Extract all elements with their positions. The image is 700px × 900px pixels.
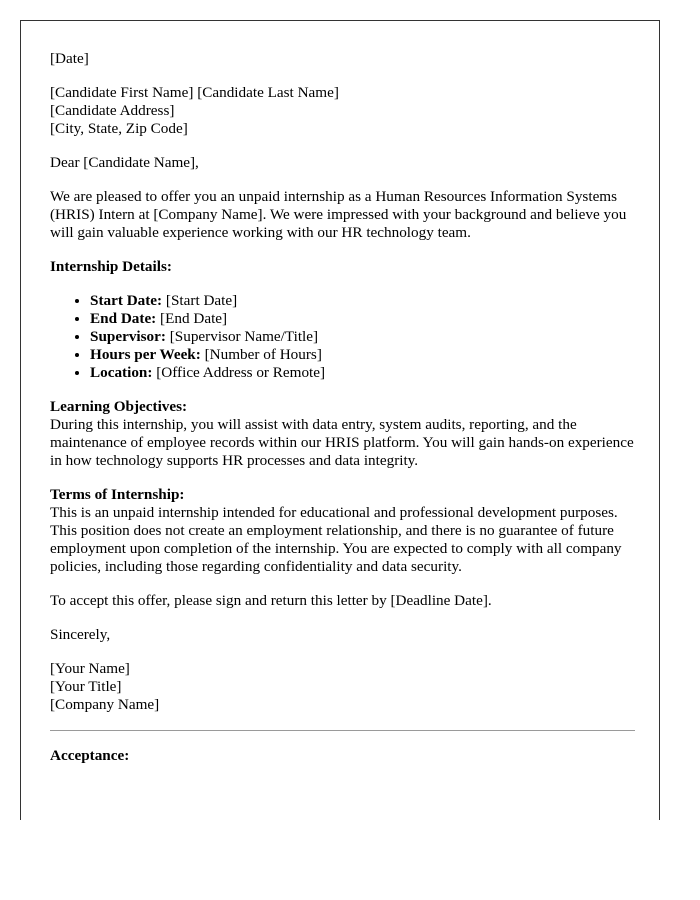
detail-label: Start Date: — [90, 292, 163, 309]
detail-supervisor — [90, 328, 635, 346]
detail-label: Supervisor: — [90, 328, 166, 345]
closing: Sincerely, — [50, 626, 111, 643]
detail-label: Location: — [90, 364, 153, 381]
recipient-name: [Candidate First Name] [Candidate Last Name] — [50, 84, 339, 101]
terms-text: This is an unpaid internship intended for educational and professional development purposes. This position does not create an employment relationship, and there is no guarantee of future employment upon completion of the internship. You are expected to comply with all company policies, including those regarding confidentiality and data security. — [50, 504, 622, 575]
acceptance-heading: Acceptance: — [50, 747, 130, 764]
detail-label: Hours per Week: — [90, 346, 201, 363]
salutation: Dear [Candidate Name], — [50, 154, 199, 171]
detail-value: [Supervisor Name/Title] — [165, 328, 319, 345]
intro-paragraph: We are pleased to offer you an unpaid internship as a Human Resources Information Systems (HRIS) Intern at [Company Name]. We were impressed with your background and believe you will gain valuable experience working with our HR technology team. — [50, 188, 627, 241]
recipient-address: [Candidate Address] — [50, 102, 175, 119]
signature-block — [50, 660, 635, 714]
terms-section — [50, 486, 635, 576]
letter-body — [50, 50, 635, 781]
signature-name: [Your Name] — [50, 660, 130, 677]
accept-instructions: To accept this offer, please sign and return this letter by [Deadline Date]. — [50, 592, 492, 609]
signature-title: [Your Title] — [50, 678, 122, 695]
objectives-heading: Learning Objectives: — [50, 398, 188, 415]
detail-start-date — [90, 292, 635, 310]
recipient-block — [50, 84, 635, 138]
detail-location — [90, 364, 635, 382]
letter-date: [Date] — [50, 50, 89, 67]
objectives-section — [50, 398, 635, 470]
details-heading: Internship Details: — [50, 258, 172, 275]
detail-value: [Start Date] — [162, 292, 238, 309]
recipient-city: [City, State, Zip Code] — [50, 120, 188, 137]
detail-value: [Office Address or Remote] — [152, 364, 326, 381]
detail-hours — [90, 346, 635, 364]
detail-value: [Number of Hours] — [200, 346, 322, 363]
details-list — [50, 292, 635, 382]
objectives-text: During this internship, you will assist with data entry, system audits, reporting, and the maintenance of employee records within our HRIS platform. You will gain hands-on experience in how technology supports HR processes and data integrity. — [50, 416, 634, 469]
detail-end-date — [90, 310, 635, 328]
signature-company: [Company Name] — [50, 696, 160, 713]
terms-heading: Terms of Internship: — [50, 486, 185, 503]
letter-page — [20, 20, 660, 820]
divider — [50, 730, 635, 731]
detail-value: [End Date] — [156, 310, 228, 327]
detail-label: End Date: — [90, 310, 157, 327]
